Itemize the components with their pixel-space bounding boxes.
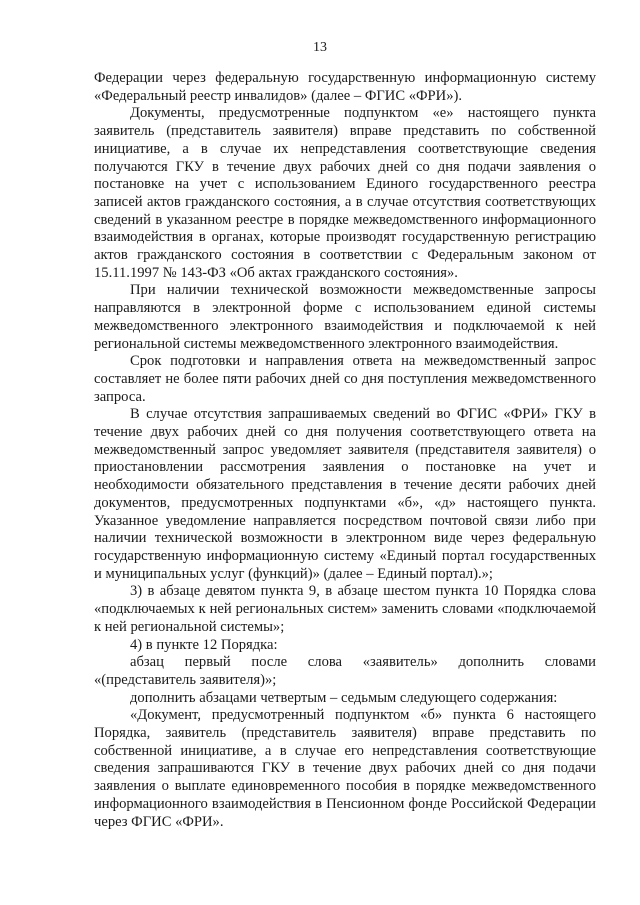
paragraph-missing-info: В случае отсутствия запрашиваемых сведений во ФГИС «ФРИ» ГКУ в течение двух рабочих дней со дня получения соответствующего ответа на межведомственный запрос уведомляет заявителя (представителя заявителя) о приостановлении рассмотрения заявления о постановке на учет и необходимости обязательного представления в течение десяти рабочих дней документов, предусмотренных подпунктами «б», «д» настоящего пункта. Указанное уведомление направляется посредством почтовой связи либо при наличии технической возможности в электронном виде через федеральную государственную информационную систему «Единый портал государственных и муниципальных услуг (функций)» (далее – Единый портал).»; [94, 406, 596, 582]
paragraph-electronic-requests: При наличии технической возможности межведомственные запросы направляются в электронной форме с использованием единой системы межведомственного электронного взаимодействия и подключаемой к ней региональной системы межведомственного электронного взаимодействия. [94, 282, 596, 352]
document-body [94, 70, 596, 831]
page-number: 13 [313, 40, 327, 55]
paragraph-response-deadline: Срок подготовки и направления ответа на межведомственный запрос составляет не более пяти рабочих дней со дня поступления межведомственного запроса. [94, 353, 596, 405]
paragraph-item-4: 4) в пункте 12 Порядка: [130, 636, 278, 653]
paragraph-continuation: Федерации через федеральную государственную информационную систему «Федеральный реестр инвалидов» (далее – ФГИС «ФРИ»). [94, 70, 596, 104]
paragraph-document-subitem-b: «Документ, предусмотренный подпунктом «б» пункта 6 настоящего Порядка, заявитель (представитель заявителя) вправе представить по собственной инициативе, а в случае его непредставления соответствующие сведения запрашиваются ГКУ в течение двух рабочих дней со дня подачи заявления о выплате единовременного пособия в порядке межведомственного информационного взаимодействия в Пенсионном фонде Российской Федерации через ФГИС «ФРИ». [94, 707, 596, 830]
paragraph-item-3: 3) в абзаце девятом пункта 9, в абзаце шестом пункта 10 Порядка слова «подключаемых к ней региональных систем» заменить словами «подключаемой к ней региональной системы»; [94, 583, 596, 635]
paragraph-add-abzacs: дополнить абзацами четвертым – седьмым следующего содержания: [130, 689, 558, 706]
paragraph-first-abzac: абзац первый после слова «заявитель» дополнить словами «(представитель заявителя)»; [94, 654, 596, 688]
paragraph-documents-subitem-e: Документы, предусмотренные подпунктом «е» настоящего пункта заявитель (представитель заявителя) вправе представить по собственной инициативе, а в случае их непредставления соответствующие сведения получаются ГКУ в течение двух рабочих дней со дня подачи заявления о постановке на учет с использованием Единого государственного реестра записей актов гражданского состояния, а в случае отсутствия соответствующих сведений в указанном реестре в порядке межведомственного информационного взаимодействия в органах, которые производят государственную регистрацию актов гражданского состояния в соответствии с Федеральным законом от 15.11.1997 № 143-ФЗ «Об актах гражданского состояния». [94, 105, 596, 281]
